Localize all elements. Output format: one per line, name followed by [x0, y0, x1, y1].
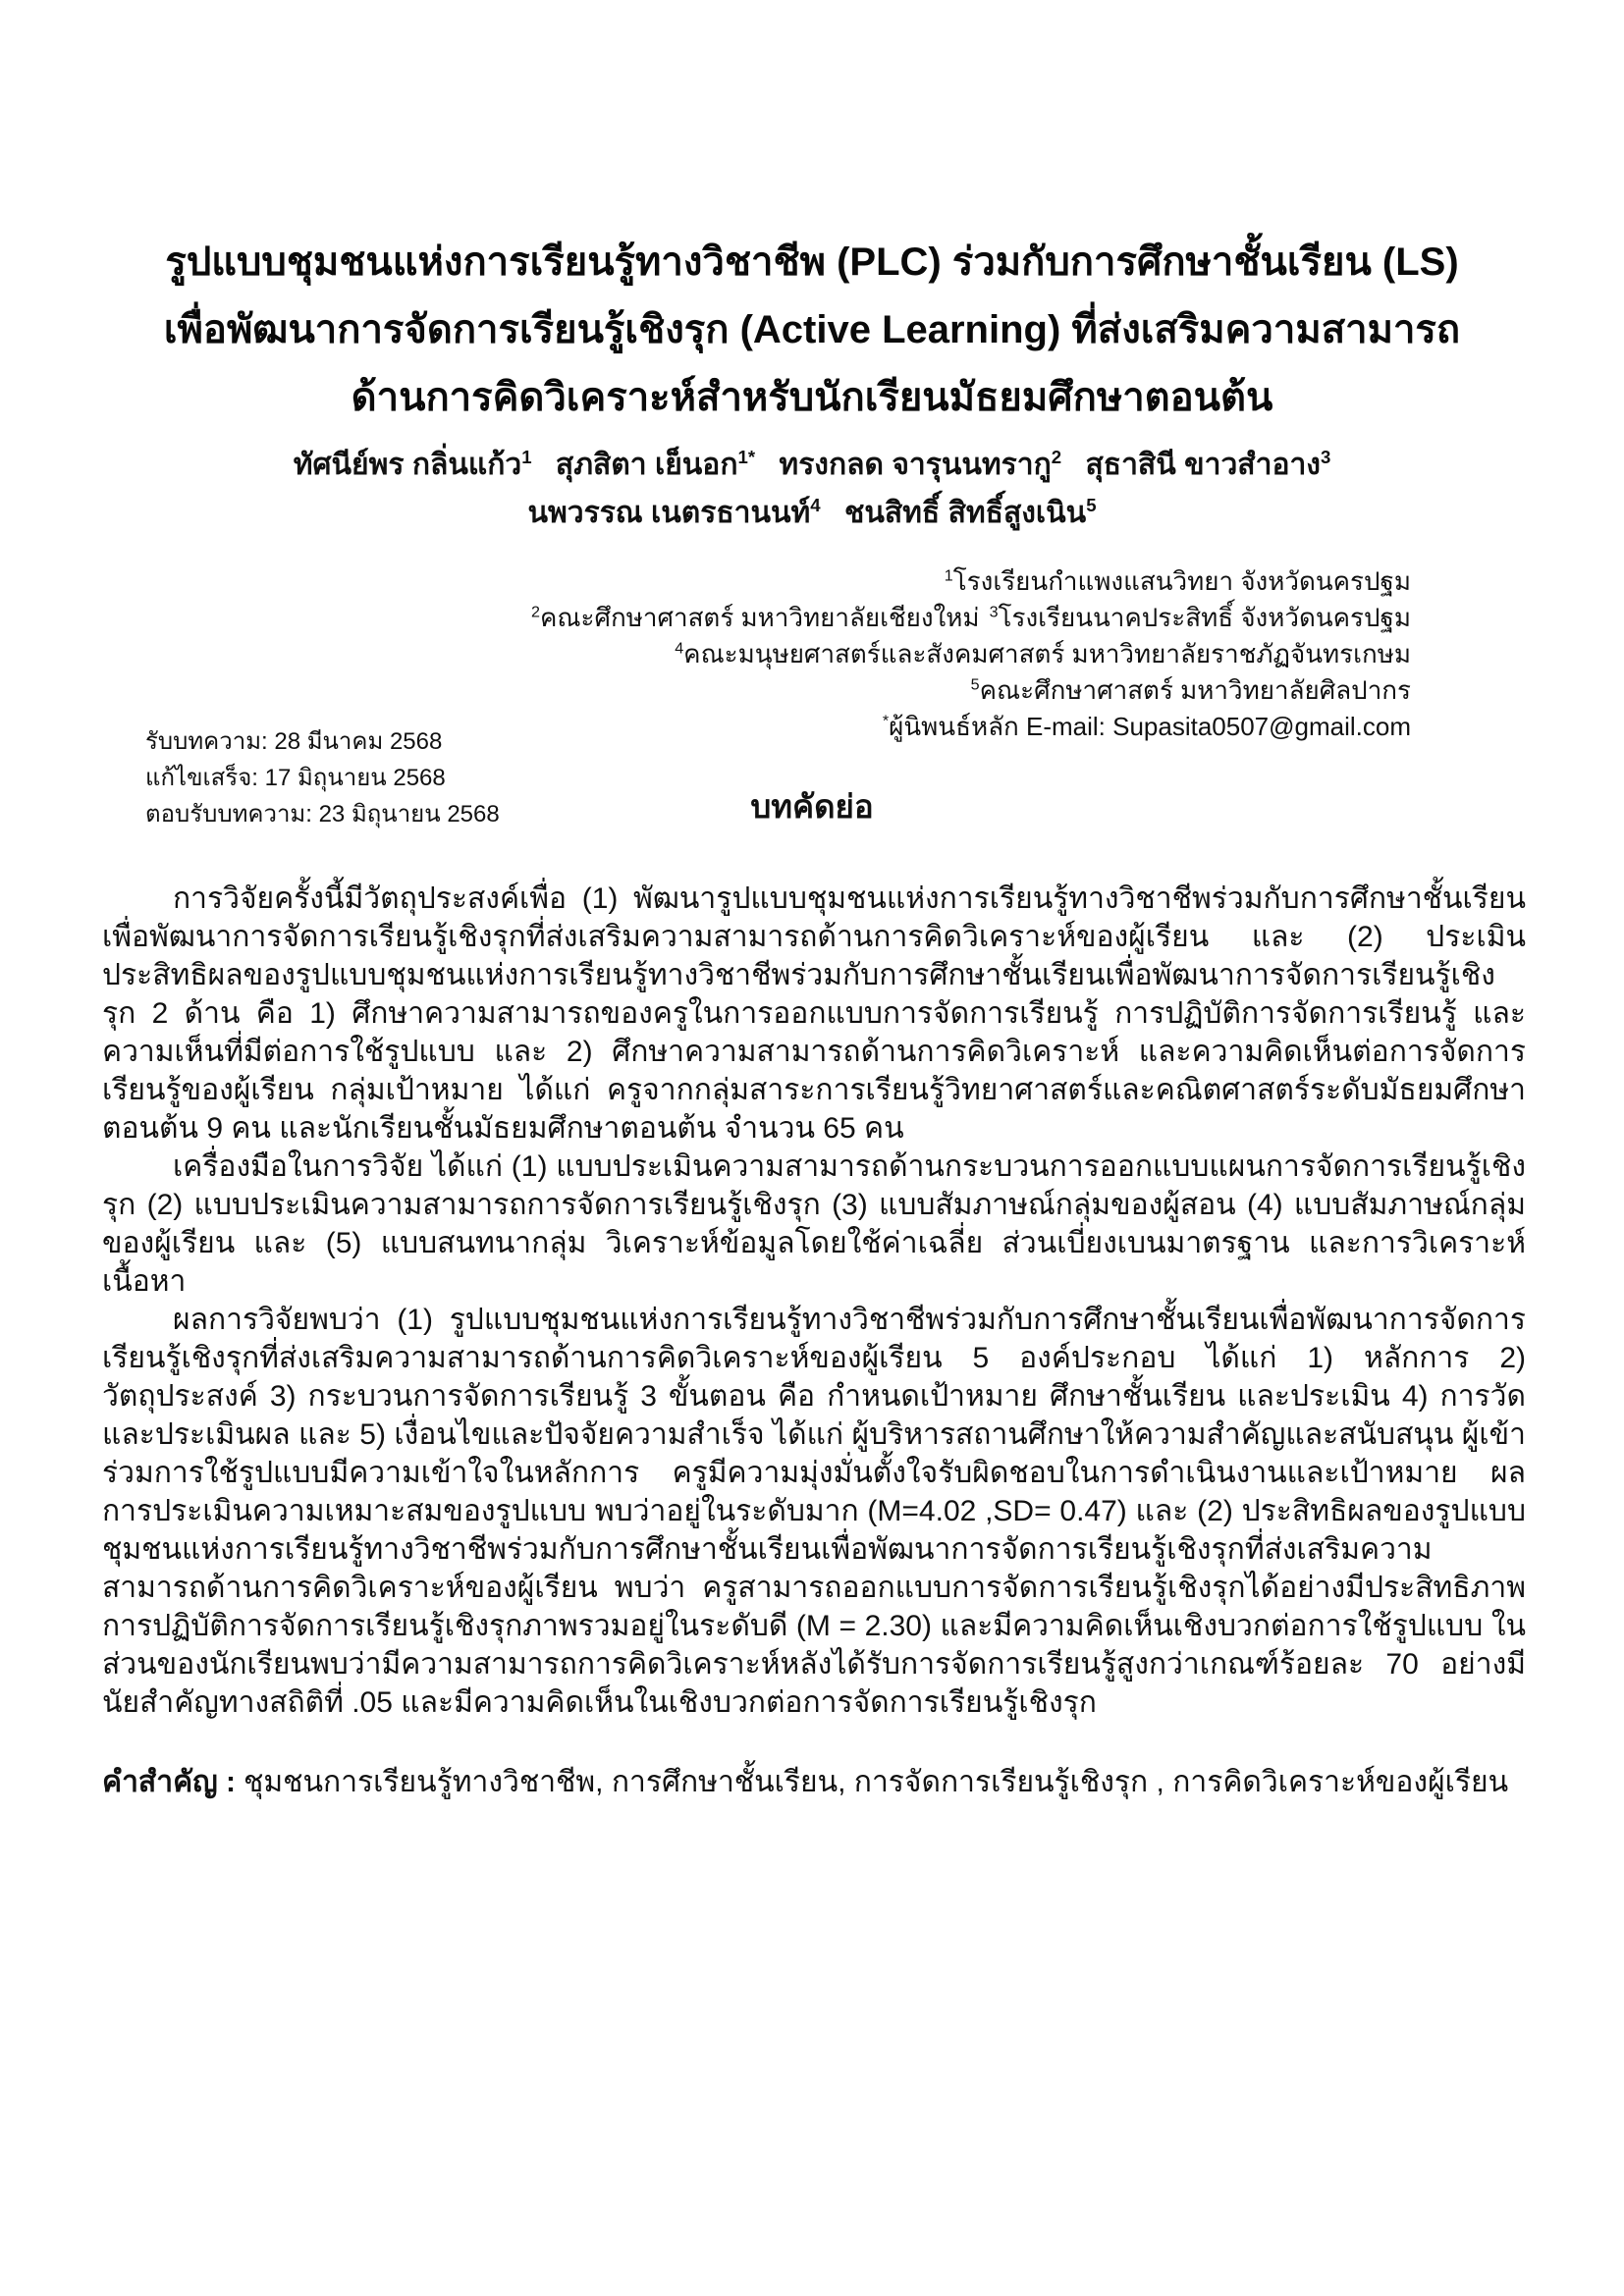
author-affiliation-superscript: 1*	[737, 447, 756, 467]
accepted-date: ตอบรับบทความ: 23 มิถุนายน 2568	[145, 801, 500, 828]
title-line-3: ด้านการคิดวิเคราะห์สำหรับนักเรียนมัธยมศึกษาตอนต้น	[351, 376, 1273, 419]
author-affiliation-superscript: 1	[521, 447, 532, 467]
corresponding-author-email	[883, 712, 1411, 741]
affiliation-superscript: 2	[531, 603, 540, 621]
author	[556, 449, 755, 481]
abstract-body	[102, 880, 1526, 1722]
authors-line-2	[98, 489, 1526, 537]
author	[527, 497, 820, 529]
author-name: สุธาสินี ขาวสำอาง	[1085, 449, 1321, 481]
affiliation-line-2	[98, 600, 1411, 636]
affiliation-line-1	[98, 563, 1411, 600]
authors-line-1	[98, 441, 1526, 489]
affiliation-text: คณะศึกษาศาสตร์ มหาวิทยาลัยเชียงใหม่	[540, 603, 980, 632]
affiliation	[971, 675, 1411, 705]
affiliations	[98, 563, 1411, 745]
author-name: ทัศนีย์พร กลิ่นแก้ว	[293, 449, 522, 481]
affiliation-superscript: 5	[970, 675, 980, 694]
author	[294, 449, 532, 481]
corresponding-author-text: ผู้นิพนธ์หลัก E-mail: Supasita0507@gmail.com	[889, 712, 1411, 741]
affiliation	[990, 603, 1411, 632]
title-line-2: เพื่อพัฒนาการจัดการเรียนรู้เชิงรุก (Active Learning) ที่ส่งเสริมความสามารถ	[163, 308, 1461, 351]
author-affiliation-superscript: 5	[1086, 495, 1097, 515]
keywords	[102, 1763, 1526, 1802]
author-name: ทรงกลด จารุนนทรากู	[779, 449, 1052, 481]
affiliation	[531, 603, 980, 632]
affiliation-text: คณะมนุษยศาสตร์และสังคมศาสตร์ มหาวิทยาลัยราชภัฏจันทรเกษม	[683, 639, 1411, 668]
affiliation-line-4	[98, 672, 1411, 709]
affiliation-text: โรงเรียนนาคประสิทธิ์ จังหวัดนครปฐม	[998, 603, 1411, 632]
affiliation-superscript: 3	[989, 603, 999, 621]
article-title	[98, 229, 1526, 432]
author-name: นพวรรณ เนตรธานนท์	[527, 497, 811, 529]
affiliation	[945, 566, 1411, 596]
author-name: ชนสิทธิ์ สิทธิ์สูงเนิน	[843, 497, 1087, 529]
revised-date: แก้ไขเสร็จ: 17 มิถุนายน 2568	[145, 765, 446, 791]
affiliation-text: คณะศึกษาศาสตร์ มหาวิทยาลัยศิลปากร	[979, 675, 1411, 705]
title-line-1: รูปแบบชุมชนแห่งการเรียนรู้ทางวิชาชีพ (PLC) ร่วมกับการศึกษาชั้นเรียน (LS)	[165, 240, 1459, 284]
author-affiliation-superscript: 3	[1320, 447, 1331, 467]
abstract-paragraph: ผลการวิจัยพบว่า (1) รูปแบบชุมชนแห่งการเรียนรู้ทางวิชาชีพร่วมกับการศึกษาชั้นเรียนเพื่อพัฒนาการจัดการเรียนรู้เชิงรุกที่ส่งเสริมความสามารถด้านการคิดวิเคราะห์ของผู้เรียน 5 องค์ประกอบ ได้แก่ 1) หลักการ 2) วัตถุประสงค์ 3) กระบวนการจัดการเรียนรู้ 3 ขั้นตอน คือ กำหนดเป้าหมาย ศึกษาชั้นเรียน และประเมิน 4) การวัดและประเมินผล และ 5) เงื่อนไขและปัจจัยความสำเร็จ ได้แก่ ผู้บริหารสถานศึกษาให้ความสำคัญและสนับสนุน ผู้เข้าร่วมการใช้รูปแบบมีความเข้าใจในหลักการ ครูมีความมุ่งมั่นตั้งใจรับผิดชอบในการดำเนินงานและเป้าหมาย ผลการประเมินความเหมาะสมของรูปแบบ พบว่าอยู่ในระดับมาก (M=4.02 ,SD= 0.47) และ (2) ประสิทธิผลของรูปแบบชุมชนแห่งการเรียนรู้ทางวิชาชีพร่วมกับการศึกษาชั้นเรียนเพื่อพัฒนาการจัดการเรียนรู้เชิงรุกที่ส่งเสริมความสามารถด้านการคิดวิเคราะห์ของผู้เรียน พบว่า ครูสามารถออกแบบการจัดการเรียนรู้เชิงรุกได้อย่างมีประสิทธิภาพ การปฏิบัติการจัดการเรียนรู้เชิงรุกภาพรวมอยู่ในระดับดี (M = 2.30) และมีความคิดเห็นเชิงบวกต่อการใช้รูปแบบ ในส่วนของนักเรียนพบว่ามีความสามารถการคิดวิเคราะห์หลังได้รับการจัดการเรียนรู้สูงกว่าเกณฑ์ร้อยละ 70 อย่างมีนัยสำคัญทางสถิติที่ .05 และมีความคิดเห็นในเชิงบวกต่อการจัดการเรียนรู้เชิงรุก	[102, 1304, 1526, 1719]
keywords-text: ชุมชนการเรียนรู้ทางวิชาชีพ, การศึกษาชั้นเรียน, การจัดการเรียนรู้เชิงรุก , การคิดวิเคราะห์ของผู้เรียน	[244, 1766, 1509, 1798]
affiliation	[675, 639, 1411, 668]
affiliation-superscript: 4	[675, 639, 684, 658]
author	[844, 497, 1097, 529]
author	[779, 449, 1061, 481]
author	[1085, 449, 1330, 481]
authors	[98, 441, 1526, 537]
abstract-paragraph: เครื่องมือในการวิจัย ได้แก่ (1) แบบประเมินความสามารถด้านกระบวนการออกแบบแผนการจัดการเรียนรู้เชิงรุก (2) แบบประเมินความสามารถการจัดการเรียนรู้เชิงรุก (3) แบบสัมภาษณ์กลุ่มของผู้สอน (4) แบบสัมภาษณ์กลุ่มของผู้เรียน และ (5) แบบสนทนากลุ่ม วิเคราะห์ข้อมูลโดยใช้ค่าเฉลี่ย ส่วนเบี่ยงเบนมาตรฐาน และการวิเคราะห์เนื้อหา	[102, 1150, 1526, 1298]
affiliation-text: โรงเรียนกำแพงแสนวิทยา จังหวัดนครปฐม	[952, 566, 1411, 596]
keywords-label: คำสำคัญ :	[102, 1766, 237, 1798]
author-affiliation-superscript: 2	[1051, 447, 1062, 467]
author-affiliation-superscript: 4	[810, 495, 821, 515]
affiliation-line-3	[98, 636, 1411, 672]
received-date: รับบทความ: 28 มีนาคม 2568	[145, 728, 443, 755]
abstract-heading: บทคัดย่อ	[750, 788, 874, 825]
author-name: สุภสิตา เย็นอก	[555, 449, 738, 481]
affiliation-superscript: 1	[944, 566, 953, 585]
corresponding-author-asterisk: *	[882, 712, 890, 730]
abstract-paragraph: การวิจัยครั้งนี้มีวัตถุประสงค์เพื่อ (1) พัฒนารูปแบบชุมชนแห่งการเรียนรู้ทางวิชาชีพร่วมกับการศึกษาชั้นเรียนเพื่อพัฒนาการจัดการเรียนรู้เชิงรุกที่ส่งเสริมความสามารถด้านการคิดวิเคราะห์ของผู้เรียน และ (2) ประเมินประสิทธิผลของรูปแบบชุมชนแห่งการเรียนรู้ทางวิชาชีพร่วมกับการศึกษาชั้นเรียนเพื่อพัฒนาการจัดการเรียนรู้เชิงรุก 2 ด้าน คือ 1) ศึกษาความสามารถของครูในการออกแบบการจัดการเรียนรู้ การปฏิบัติการจัดการเรียนรู้ และความเห็นที่มีต่อการใช้รูปแบบ และ 2) ศึกษาความสามารถด้านการคิดวิเคราะห์ และความคิดเห็นต่อการจัดการเรียนรู้ของผู้เรียน กลุ่มเป้าหมาย ได้แก่ ครูจากกลุ่มสาระการเรียนรู้วิทยาศาสตร์และคณิตศาสตร์ระดับมัธยมศึกษาตอนต้น 9 คน และนักเรียนชั้นมัธยมศึกษาตอนต้น จำนวน 65 คน	[102, 882, 1526, 1145]
